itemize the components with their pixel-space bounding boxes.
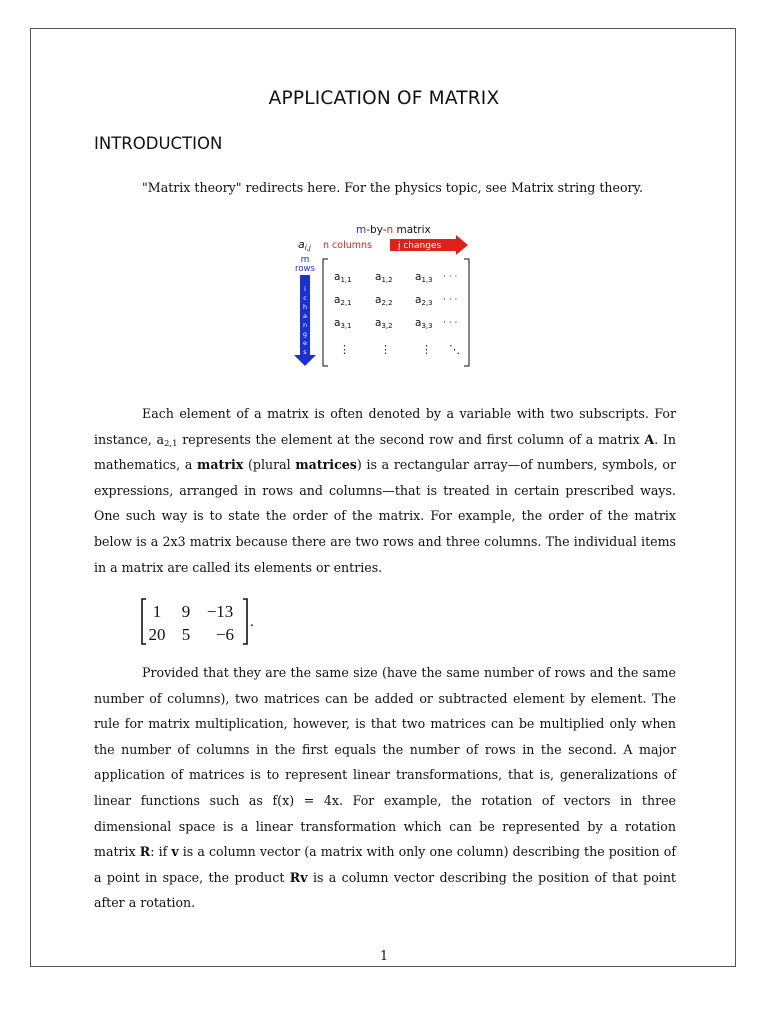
- svg-text:i: i: [304, 285, 306, 293]
- svg-text:n: n: [302, 321, 308, 329]
- diagram-title: [356, 224, 431, 236]
- diagram-cells: [334, 271, 433, 330]
- page-number: 1: [379, 948, 388, 963]
- cell-1-1: a1,1: [334, 271, 352, 284]
- v-dots-col-2: ⋮: [380, 343, 391, 356]
- diagram-aij-label: ai,j: [298, 238, 311, 252]
- example-matrix-cell-1-3: −13: [206, 602, 234, 621]
- paragraph-matrix-definition: Each element of a matrix is often denoted by a variable with two subscripts. For instance, $a_{2,1}$ represents the element at the second row and first column of a matrix A. In mathematics, a matrix (plural matrices) is a rectangular array—of numbers, symbols, or expressions, arranged in rows and columns—that is treated in certain prescribed ways. One such way is to state the order of the matrix. For example, the order of the matrix below is a 2x3 matrix because there are two rows and three columns. The individual items in a matrix are called its elements or entries.: [94, 406, 676, 575]
- document-title: APPLICATION OF MATRIX: [268, 88, 500, 109]
- diagram-title-matrix: matrix: [393, 224, 431, 236]
- h-dots-row-2: · · ·: [443, 295, 458, 305]
- diagram-ellipses: [339, 272, 460, 356]
- diagram-title-by: -by-: [366, 224, 387, 236]
- diagram-rows-label: rows: [295, 264, 315, 274]
- svg-text:g: g: [302, 330, 308, 338]
- cell-3-2: a3,2: [375, 317, 393, 330]
- diagram-right-bracket: [464, 259, 469, 366]
- example-matrix-cell-2-2: 5: [181, 625, 191, 644]
- example-matrix-cell-2-1: 20: [148, 625, 166, 644]
- cell-3-1: a3,1: [334, 317, 352, 330]
- v-dots-col-1: ⋮: [339, 343, 350, 356]
- svg-text:e: e: [303, 339, 307, 347]
- paragraph-matrix-operations: Provided that they are the same size (have the same number of rows and the same number of columns), two matrices can be added or subtracted element by element. The rule for matrix multiplication, however, is that two matrices can be multiplied only when the number of columns in the first equals the number of rows in the second. A major application of matrices is to represent linear transformations, that is, generalizations of linear functions such as f(x) = 4x. For example, the rotation of vectors in three dimensional space is a linear transformation which can be represented by a rotation matrix R: if v is a column vector (a matrix with only one column) describing the position of a point in space, the product Rv is a column vector describing the position of that point after a rotation.: [94, 665, 676, 911]
- cell-2-2: a2,2: [375, 294, 393, 307]
- cell-1-3: a1,3: [415, 271, 433, 284]
- example-matrix-period: .: [250, 614, 254, 630]
- example-matrix-cell-2-3: −6: [215, 625, 235, 644]
- diagram-title-n: n: [386, 224, 394, 236]
- example-matrix-right-bracket: [243, 599, 247, 644]
- example-matrix-cell-1-2: 9: [181, 602, 191, 621]
- h-dots-row-1: · · ·: [443, 272, 458, 282]
- cell-2-1: a2,1: [334, 294, 352, 307]
- cell-1-2: a1,2: [375, 271, 393, 284]
- svg-text:a: a: [303, 312, 307, 320]
- d-dots: ⋱: [449, 343, 460, 356]
- example-matrix-left-bracket: [142, 599, 146, 644]
- diagram-left-bracket: [323, 259, 328, 366]
- diagram-n-columns: n columns: [323, 240, 372, 251]
- svg-text:h: h: [302, 303, 308, 311]
- example-matrix-cells: [149, 602, 235, 644]
- cell-3-3: a3,3: [415, 317, 433, 330]
- example-matrix: [138, 596, 268, 648]
- example-matrix-cell-1-1: 1: [152, 602, 162, 621]
- diagram-title-m: m: [356, 224, 367, 236]
- diagram-i-changes: [303, 285, 307, 356]
- diagram-j-changes: j changes: [398, 241, 442, 251]
- h-dots-row-3: · · ·: [443, 318, 458, 328]
- section-heading: INTRODUCTION: [94, 134, 223, 153]
- svg-text:s: s: [303, 348, 307, 356]
- v-dots-col-3: ⋮: [421, 343, 432, 356]
- cell-2-3: a2,3: [415, 294, 433, 307]
- redirect-note: "Matrix theory" redirects here. For the physics topic, see Matrix string theory.: [142, 180, 643, 195]
- matrix-diagram: [286, 219, 476, 369]
- svg-text:c: c: [303, 294, 307, 302]
- diagram-m-label: m: [300, 255, 310, 265]
